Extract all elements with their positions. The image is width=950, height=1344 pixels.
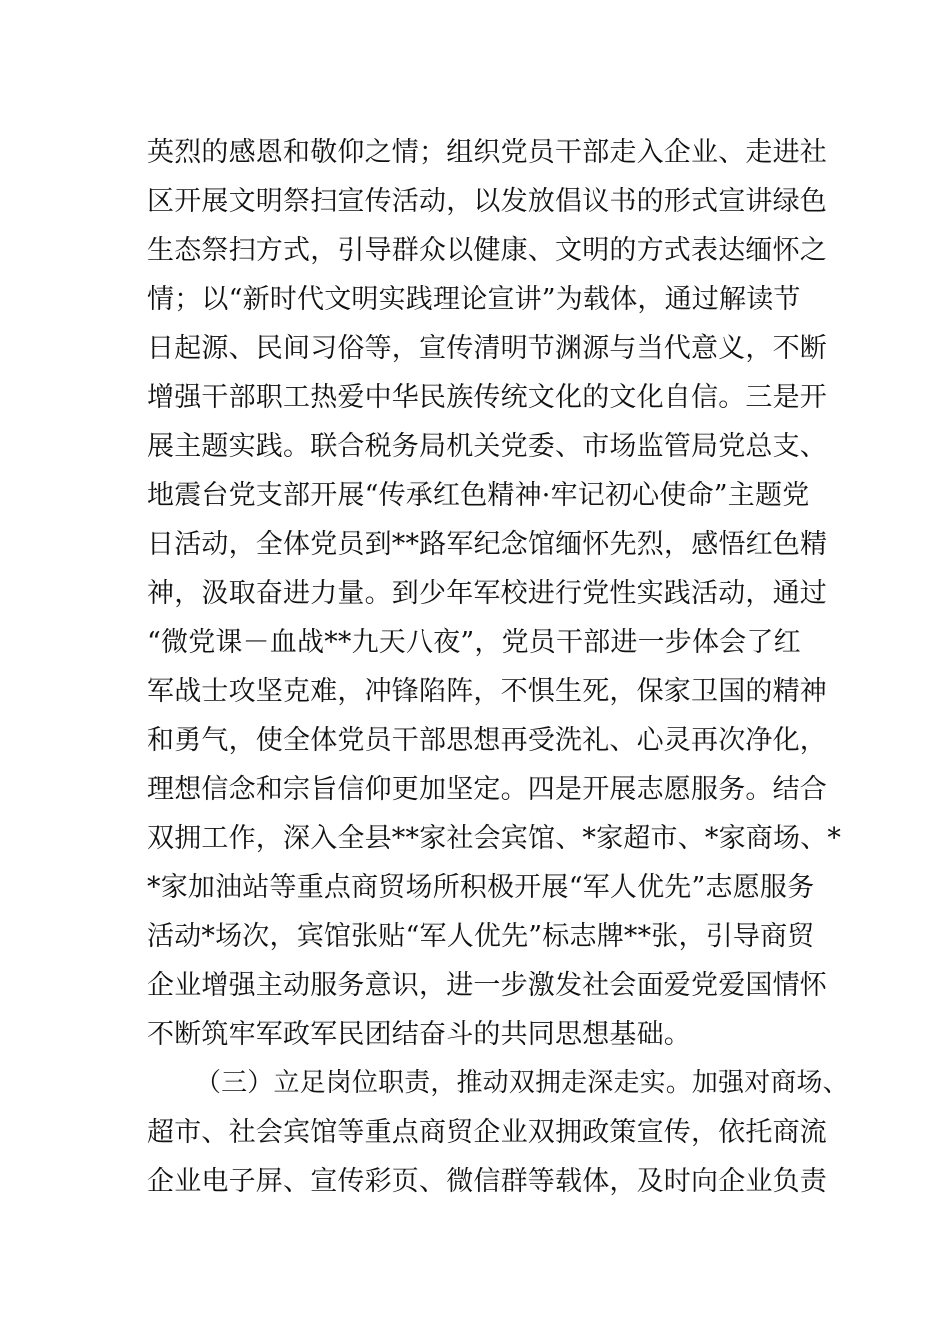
text-line: 增强干部职工热爱中华民族传统文化的文化自信。三是开 [147, 382, 827, 413]
text-line: 军战士攻坚克难，冲锋陷阵，不惧生死，保家卫国的精神 [147, 676, 827, 707]
text-line: *家加油站等重点商贸场所积极开展“军人优先”志愿服务 [147, 872, 815, 903]
section-heading-line: （三）立足岗位职责，推动双拥走深走实。加强对商场、 [195, 1068, 849, 1098]
text-line: 生态祭扫方式，引导群众以健康、文明的方式表达缅怀之 [147, 235, 827, 266]
text-line: 不断筑牢军政军民团结奋斗的共同思想基础。 [147, 1019, 691, 1050]
text-line: 地震台党支部开展“传承红色精神·牢记初心使命”主题党 [147, 480, 810, 511]
text-line: “微党课－血战**九天八夜”，党员干部进一步体会了红 [147, 627, 801, 658]
text-line: 展主题实践。联合税务局机关党委、市场监管局党总支、 [147, 431, 827, 462]
text-line: 双拥工作，深入全县**家社会宾馆、*家超市、*家商场、* [147, 823, 842, 854]
text-line: 情；以“新时代文明实践理论宣讲”为载体，通过解读节 [147, 284, 801, 315]
text-line: 神，汲取奋进力量。到少年军校进行党性实践活动，通过 [147, 578, 827, 609]
body-text [147, 128, 847, 1206]
text-line: 理想信念和宗旨信仰更加坚定。四是开展志愿服务。结合 [147, 774, 827, 805]
text-line: 企业电子屏、宣传彩页、微信群等载体，及时向企业负责 [147, 1166, 827, 1197]
text-line: 超市、社会宾馆等重点商贸企业双拥政策宣传，依托商流 [147, 1117, 827, 1148]
text-line: 日起源、民间习俗等，宣传清明节渊源与当代意义，不断 [147, 333, 827, 364]
text-line: 区开展文明祭扫宣传活动，以发放倡议书的形式宣讲绿色 [147, 186, 827, 217]
text-line: 和勇气，使全体党员干部思想再受洗礼、心灵再次净化， [147, 725, 827, 756]
text-line: 英烈的感恩和敬仰之情；组织党员干部走入企业、走进社 [147, 137, 827, 168]
text-line: 活动*场次，宾馆张贴“军人优先”标志牌**张，引导商贸 [147, 921, 815, 952]
text-line: 日活动，全体党员到**路军纪念馆缅怀先烈，感悟红色精 [147, 529, 828, 560]
text-line: 企业增强主动服务意识，进一步激发社会面爱党爱国情怀 [147, 970, 827, 1001]
